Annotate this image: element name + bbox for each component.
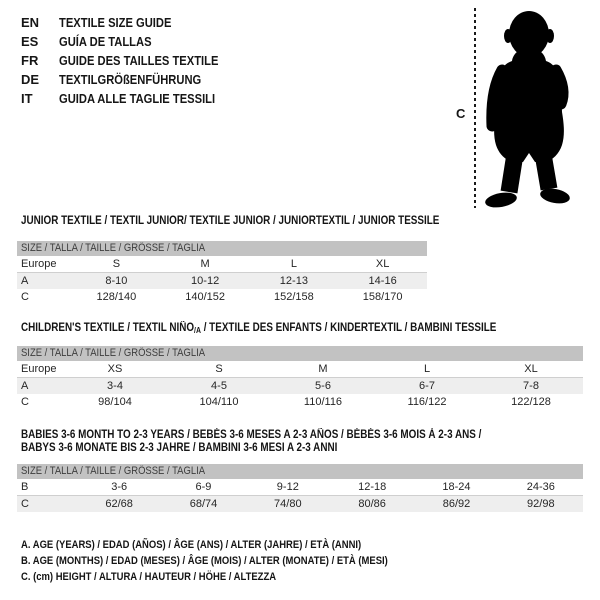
list-item — [21, 51, 244, 70]
height-cell: 62/68 — [105, 498, 133, 510]
age-cell: 4-5 — [211, 380, 227, 392]
size-cell: S — [112, 258, 121, 270]
guide-title: GUIDE DES TAILLES TEXTILE — [59, 53, 219, 68]
section-title-text: JUNIOR TEXTILE / TEXTIL JUNIOR/ TEXTILE JUNIOR / JUNIORTEXTIL / JUNIOR TESSILE — [21, 215, 440, 227]
footnote-b: B. AGE (MONTHS) / EDAD (MESES) / ÂGE (MOIS) / ALTER (MONATE) / ETÀ (MESI) — [21, 555, 388, 567]
guide-title: TEXTILE SIZE GUIDE — [59, 15, 172, 30]
height-cell: 158/170 — [362, 291, 403, 303]
list-item — [21, 89, 244, 108]
size-header-text: SIZE / TALLA / TAILLE / GRÖSSE / TAGLIA — [21, 242, 206, 254]
height-cell: 116/122 — [407, 396, 447, 408]
age-cell: 24-36 — [526, 481, 555, 493]
height-cell: 80/86 — [358, 498, 386, 510]
language-code: IT — [21, 91, 33, 106]
footnote-a: A. AGE (YEARS) / EDAD (AÑOS) / ÂGE (ANS) / ALTER (JAHRE) / ETÀ (ANNI) — [21, 539, 362, 551]
language-code: FR — [21, 53, 39, 68]
language-guide-list — [21, 13, 244, 108]
section-title-line2: BABYS 3-6 MONATE BIS 2-3 JAHRE / BAMBINI 3-6 MESI A 2-3 ANNI — [21, 442, 338, 454]
children-size-table — [17, 346, 583, 410]
table-row — [17, 361, 583, 378]
size-header-bar — [17, 346, 583, 361]
babies-size-table — [17, 464, 583, 512]
footnote-c: C. (cm) HEIGHT / ALTURA / HAUTEUR / HÖHE / ALTEZZA — [21, 571, 277, 583]
row-label: C — [21, 396, 29, 408]
height-cell: 128/140 — [96, 291, 137, 303]
junior-size-table — [17, 241, 427, 305]
height-cell: 74/80 — [274, 498, 302, 510]
age-cell: 9-12 — [276, 481, 299, 493]
height-cell: 152/158 — [273, 291, 314, 303]
guide-title: GUIDA ALLE TAGLIE TESSILI — [59, 91, 216, 106]
height-cell: 98/104 — [98, 396, 132, 408]
size-header-text: SIZE / TALLA / TAILLE / GRÖSSE / TAGLIA — [21, 347, 206, 359]
age-cell: 18-24 — [442, 481, 471, 493]
size-cell: L — [423, 363, 431, 375]
baby-silhouette — [484, 8, 576, 210]
size-header-text: SIZE / TALLA / TAILLE / GRÖSSE / TAGLIA — [21, 465, 206, 477]
size-cell: XS — [107, 363, 123, 375]
row-label: Europe — [21, 258, 57, 270]
language-code: DE — [21, 72, 40, 87]
language-code: ES — [21, 34, 39, 49]
height-cell: 86/92 — [442, 498, 471, 510]
row-label: C — [21, 291, 29, 303]
size-header-bar — [17, 464, 583, 479]
height-cell: 92/98 — [527, 498, 555, 510]
table-row — [17, 479, 583, 496]
language-code: EN — [21, 15, 40, 30]
age-cell: 5-6 — [315, 380, 331, 392]
list-item — [21, 70, 244, 89]
size-cell: S — [215, 363, 223, 375]
height-cell: 104/110 — [199, 396, 239, 408]
size-cell: XL — [375, 258, 390, 270]
height-cell: 140/152 — [185, 291, 225, 303]
section-title-text: CHILDREN'S TEXTILE / TEXTIL NIÑO/A / TEXTILE DES ENFANTS / KINDERTEXTIL / BAMBINI TESSILE — [21, 322, 497, 335]
junior-section-title — [21, 215, 507, 228]
age-cell: 6-9 — [195, 481, 212, 493]
height-cell: 110/116 — [303, 396, 343, 408]
row-label: A — [21, 380, 29, 392]
table-row — [17, 378, 583, 394]
age-cell: 10-12 — [191, 275, 220, 287]
list-item — [21, 32, 244, 51]
title-subscript: /A — [194, 326, 201, 335]
row-label: B — [21, 481, 29, 493]
age-cell: 3-6 — [111, 481, 128, 493]
height-measure-label: C — [456, 106, 466, 121]
size-cell: M — [200, 258, 210, 270]
guide-title: GUÍA DE TALLAS — [59, 34, 152, 49]
size-header-bar — [17, 241, 427, 256]
size-cell: M — [318, 363, 328, 375]
row-label: C — [21, 498, 29, 510]
size-cell: L — [290, 258, 297, 270]
age-cell: 6-7 — [419, 380, 435, 392]
height-dashed-line — [474, 8, 476, 208]
table-row — [17, 496, 583, 512]
age-cell: 12-18 — [358, 481, 387, 493]
row-label: A — [21, 275, 29, 287]
table-row — [17, 256, 427, 273]
row-label: Europe — [21, 363, 57, 375]
age-cell: 8-10 — [105, 275, 128, 287]
height-cell: 68/74 — [189, 498, 218, 510]
age-cell: 14-16 — [368, 275, 397, 287]
age-cell: 7-8 — [523, 380, 539, 392]
table-row — [17, 273, 427, 289]
babies-section-title — [21, 429, 556, 455]
age-cell: 3-4 — [107, 380, 123, 392]
children-section-title — [21, 322, 574, 337]
table-row — [17, 394, 583, 410]
section-title-line1: BABIES 3-6 MONTH TO 2-3 YEARS / BEBÉS 3-6 MESES A 2-3 AÑOS / BÉBÉS 3-6 MOIS À 2-3 ANS / — [21, 429, 482, 441]
footnotes-list — [21, 537, 448, 585]
list-item — [21, 13, 244, 32]
age-cell: 12-13 — [279, 275, 308, 287]
size-cell: XL — [524, 363, 538, 375]
guide-title: TEXTILGRÖßENFÜHRUNG — [59, 72, 202, 87]
table-row — [17, 289, 427, 305]
height-cell: 122/128 — [511, 396, 551, 408]
